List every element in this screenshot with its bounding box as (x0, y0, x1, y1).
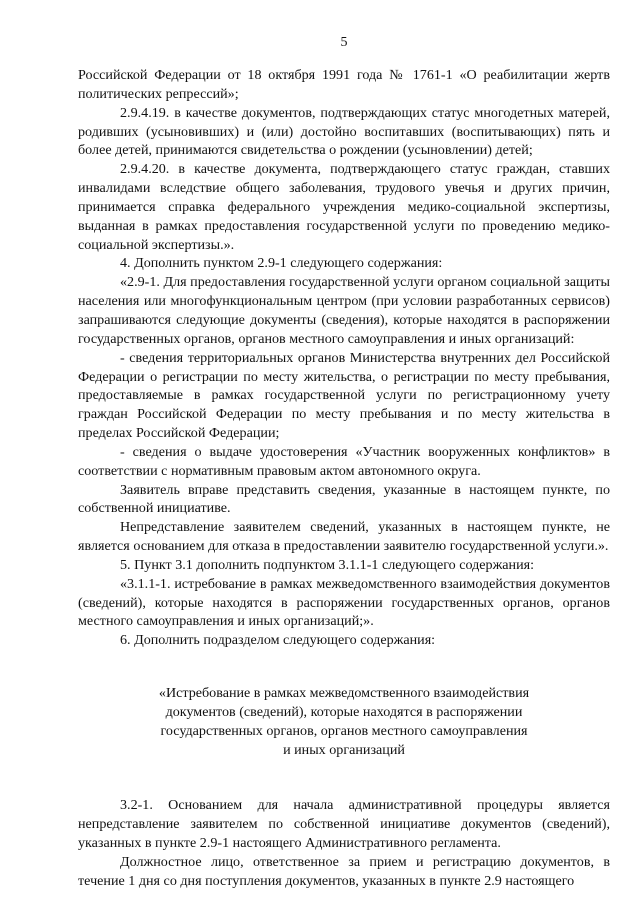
paragraph: «2.9-1. Для предоставления государственной услуги органом социальной защиты населения или многофункциональным центром (при условии разработанных сервисов) запрашиваются следующие документы (сведения), которые находятся в распоряжении государственных органов, органов местного самоуправления и иных организаций: (78, 274, 610, 347)
paragraph: 4. Дополнить пунктом 2.9-1 следующего содержания: (120, 255, 443, 272)
paragraph: 2.9.4.20. в качестве документа, подтверждающего статус граждан, ставших инвалидами вследствие общего заболевания, трудового увечья и других причин, принимается справка федерального учреждения медико-социальной экспертизы, выданная в рамках предоставления государственной услуги по проведению медико-социальной экспертизы.». (78, 161, 610, 253)
paragraph: - сведения территориальных органов Министерства внутренних дел Российской Федерации о регистрации по месту жительства, о регистрации по месту пребывания, предоставляемые в рамках государственной услуги по регистрационному учету граждан Российской Федерации по месту пребывания и по месту жительства в пределах Российской Федерации; (78, 349, 610, 442)
subsection-heading (78, 684, 610, 760)
page-number: 5 (340, 35, 348, 50)
paragraph: Непредставление заявителем сведений, указанных в настоящем пункте, не является основанием для отказа в предоставлении заявителю государственной услуги.». (78, 519, 610, 555)
body-text-top (78, 66, 610, 650)
paragraph: - сведения о выдаче удостоверения «Участник вооруженных конфликтов» в соответствии с нормативным правовым актом автономного округа. (78, 443, 610, 479)
heading-line: и иных организаций (283, 742, 405, 759)
paragraph: Должностное лицо, ответственное за прием и регистрацию документов, в течение 1 дня со дня поступления документов, указанных в пункте 2.9 настоящего (78, 853, 610, 889)
body-text-bottom (78, 796, 610, 890)
heading-line: документов (сведений), которые находятся в распоряжении (165, 704, 523, 721)
paragraph: «3.1.1-1. истребование в рамках межведомственного взаимодействия документов (сведений), которые находятся в распоряжении государственных органов, органов местного самоуправления и иных организаций;». (78, 575, 610, 630)
heading-line: «Истребование в рамках межведомственного взаимодействия (158, 685, 530, 702)
heading-line: государственных органов, органов местного самоуправления (160, 723, 528, 740)
paragraph: 3.2-1. Основанием для начала административной процедуры является непредставление заявителем по собственной инициативе документов (сведений), указанных в пункте 2.9-1 настоящего Административного регламента. (78, 797, 610, 851)
paragraph: 2.9.4.19. в качестве документов, подтверждающих статус многодетных матерей, родивших (усыновивших) и (или) достойно воспитавших (воспитывающих) пять и более детей, принимаются свидетельства о рождении (усыновлении) детей; (78, 104, 610, 159)
paragraph: 5. Пункт 3.1 дополнить подпунктом 3.1.1-1 следующего содержания: (120, 556, 535, 573)
paragraph: Заявитель вправе представить сведения, указанные в настоящем пункте, по собственной инициативе. (78, 481, 610, 517)
paragraph: Российской Федерации от 18 октября 1991 года № 1761-1 «О реабилитации жертв политических репрессий»; (78, 67, 610, 102)
paragraph: 6. Дополнить подразделом следующего содержания: (120, 632, 436, 649)
